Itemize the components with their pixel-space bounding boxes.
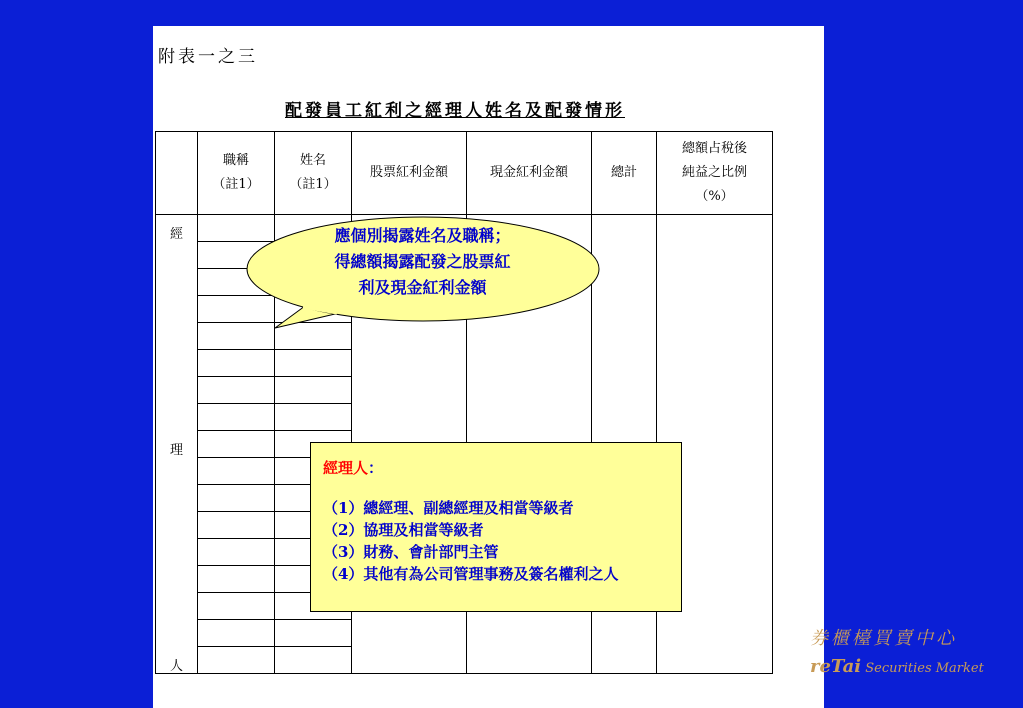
appendix-label: 附表一之三 [158,47,258,67]
name-cell [275,647,352,674]
brand-chinese: 券櫃檯買賣中心 [810,628,957,649]
name-cell [275,350,352,377]
header-blank [156,132,198,215]
side-char-3: 人 [170,659,184,674]
note-item-1: （1）總經理、副總經理及相當等級者 [323,499,574,517]
title-cell [198,431,275,458]
header-name: 姓名 （註1） [275,132,352,215]
name-cell [275,620,352,647]
manager-side-label [156,215,198,674]
title-cell [198,458,275,485]
header-title: 職稱 （註1） [198,132,275,215]
title-cell [198,350,275,377]
manager-definition-note [310,442,682,612]
title-cell [198,377,275,404]
side-char-2: 理 [170,443,184,458]
note-item-2: （2）協理及相當等級者 [323,521,484,539]
header-total: 總計 [592,132,657,215]
header-cash-bonus: 現金紅利金額 [467,132,592,215]
document-title: 配發員工紅利之經理人姓名及配發情形 [285,101,625,121]
title-cell [198,647,275,674]
name-cell [275,377,352,404]
title-cell [198,539,275,566]
title-cell [198,404,275,431]
title-cell [198,566,275,593]
name-cell [275,404,352,431]
side-char-1: 經 [170,227,184,242]
callout-line-2: 得總額揭露配發之股票紅 [334,252,511,271]
callout-line-1: 應個別揭露姓名及職稱； [334,226,511,245]
speech-bubble-callout [245,214,600,324]
brand-logo [810,624,984,677]
note-heading: 經理人： [323,459,384,477]
header-stock-bonus: 股票紅利金額 [352,132,467,215]
note-item-3: （3）財務、會計部門主管 [323,543,499,561]
title-cell [198,512,275,539]
brand-english: reTai Securities Market [810,656,984,677]
note-item-4: （4）其他有為公司管理事務及簽名權利之人 [323,565,619,583]
callout-line-3: 利及現金紅利金額 [358,278,487,297]
title-cell [198,485,275,512]
title-cell [198,593,275,620]
title-cell [198,620,275,647]
table-header-row [156,132,773,215]
header-ratio: 總額占稅後 純益之比例 （%） [657,132,773,215]
